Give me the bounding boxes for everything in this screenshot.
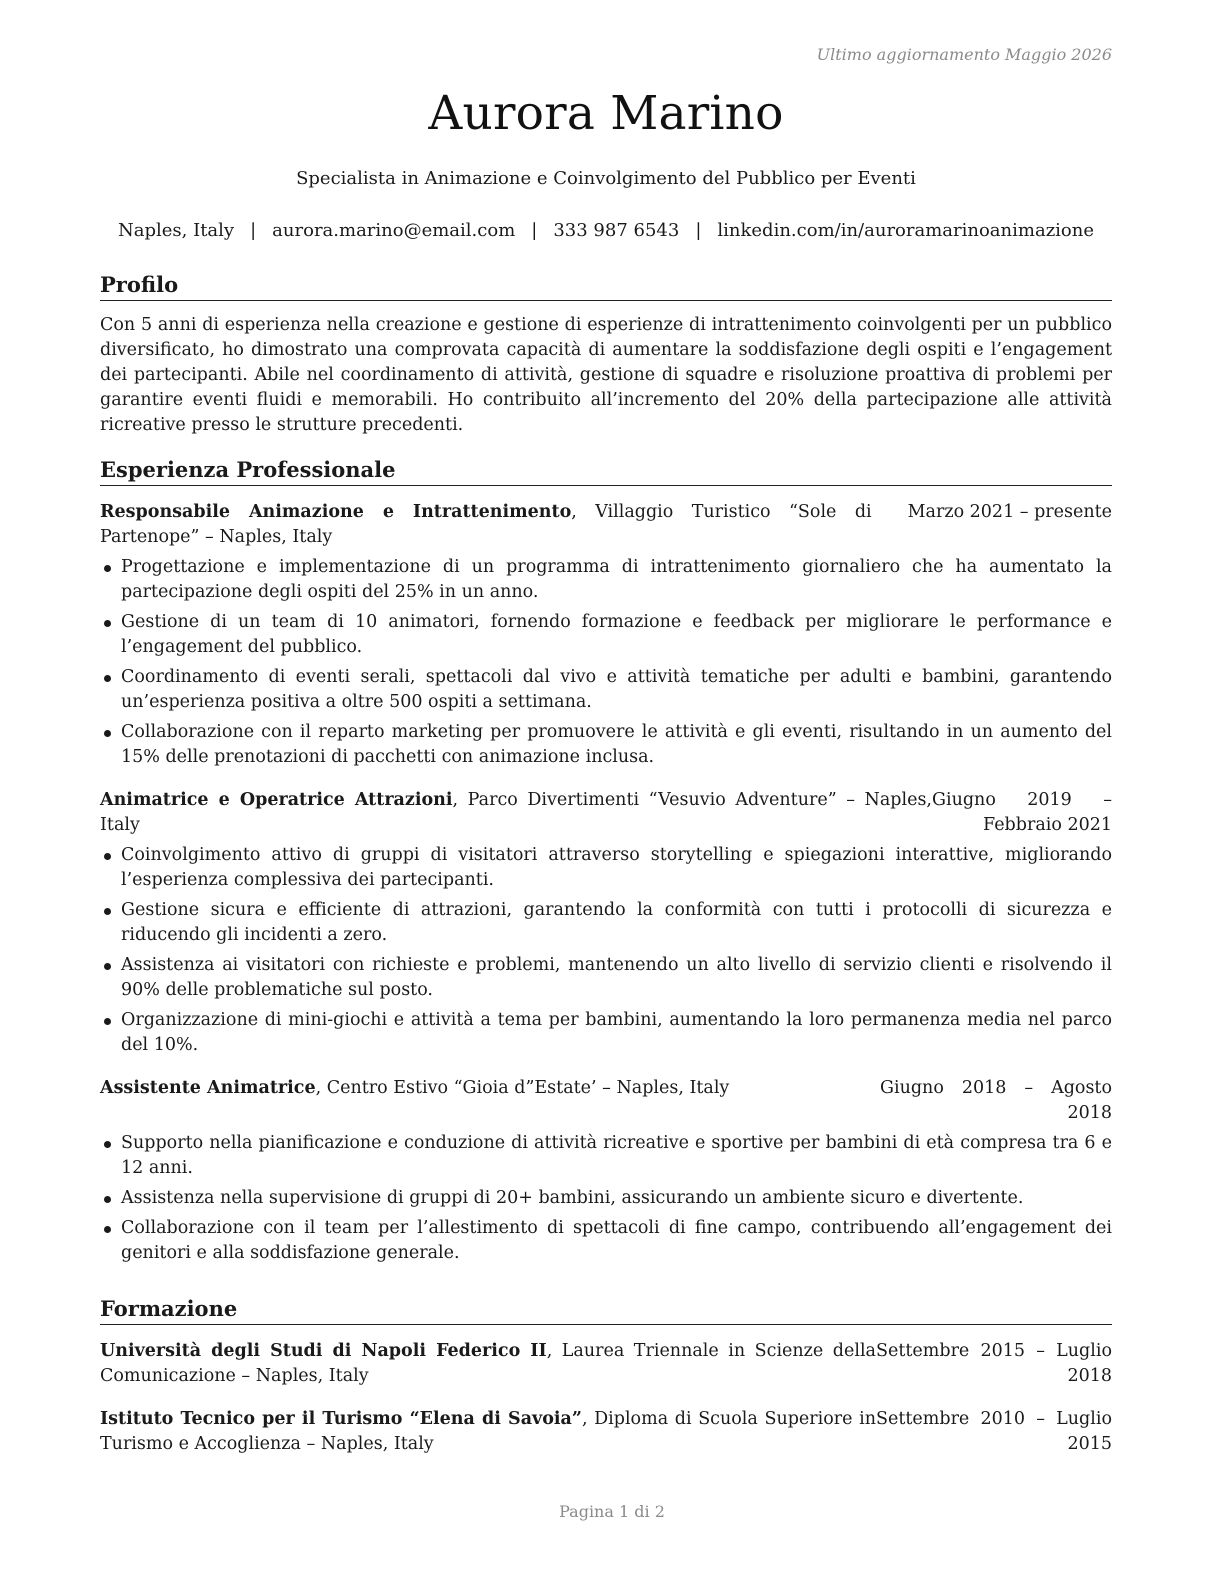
job-bullets xyxy=(100,1131,1112,1266)
page-number: Pagina 1 di 2 xyxy=(559,1502,665,1521)
job-details: , Parco Divertimenti “Vesuvio Adventure” – Naples, Italy xyxy=(100,790,932,835)
job-title-line xyxy=(100,1076,880,1126)
job-entry xyxy=(100,1076,1112,1266)
education-entry xyxy=(100,1407,1112,1457)
bullet-item: Gestione di un team di 10 animatori, fornendo formazione e feedback per migliorare le performance e l’engagement del pubblico. xyxy=(100,610,1112,660)
bullet-item: Collaborazione con il team per l’allestimento di spettacoli di fine campo, contribuendo all’engagement dei genitori e alla soddisfazione generale. xyxy=(100,1216,1112,1266)
section-title-experience: Esperienza Professionale xyxy=(100,457,1112,486)
bullet-item: Progettazione e implementazione di un programma di intrattenimento giornaliero che ha aumentato la partecipazione degli ospiti del 25% in un anno. xyxy=(100,555,1112,605)
education-school: Istituto Tecnico per il Turismo “Elena di Savoia” xyxy=(100,1409,582,1429)
job-title-line xyxy=(100,788,932,838)
education-dates: Settembre 2010 – Luglio 2015 xyxy=(876,1409,1112,1454)
job-role: Animatrice e Operatrice Attrazioni xyxy=(100,790,453,810)
contact-location: Naples, Italy xyxy=(117,220,235,241)
bullet-item: Organizzazione di mini-giochi e attività a tema per bambini, aumentando la loro permanenza media nel parco del 10%. xyxy=(100,1008,1112,1058)
education-title-line xyxy=(100,1407,876,1457)
contact-separator: | xyxy=(531,220,538,241)
education-title-line xyxy=(100,1339,876,1389)
contact-line xyxy=(100,220,1112,241)
education-details: , Laurea Triennale in Scienze della Comunicazione – Naples, Italy xyxy=(100,1341,876,1386)
job-bullets xyxy=(100,555,1112,770)
contact-email[interactable]: aurora.marino@email.com xyxy=(272,220,516,241)
job-role: Assistente Animatrice xyxy=(100,1078,316,1098)
profile-section xyxy=(100,272,1112,438)
section-title-education: Formazione xyxy=(100,1296,1112,1325)
education-details: , Diploma di Scuola Superiore in Turismo e Accoglienza – Naples, Italy xyxy=(100,1409,876,1454)
bullet-item: Collaborazione con il reparto marketing per promuovere le attività e gli eventi, risultando in un aumento del 15% delle prenotazioni di pacchetti con animazione inclusa. xyxy=(100,720,1112,770)
candidate-subtitle: Specialista in Animazione e Coinvolgimento del Pubblico per Eventi xyxy=(296,168,916,189)
experience-section xyxy=(100,457,1112,1271)
last-updated: Ultimo aggiornamento Maggio 2026 xyxy=(816,45,1112,64)
bullet-item: Coinvolgimento attivo di gruppi di visitatori attraverso storytelling e spiegazioni interattive, migliorando l’esperienza complessiva dei partecipanti. xyxy=(100,843,1112,893)
job-bullets xyxy=(100,843,1112,1058)
section-title-profile: Profilo xyxy=(100,272,1112,301)
job-details: , Villaggio Turistico “Sole di Partenope” – Naples, Italy xyxy=(100,502,872,547)
bullet-item: Gestione sicura e efficiente di attrazioni, garantendo la conformità con tutti i protocolli di sicurezza e riducendo gli incidenti a zero. xyxy=(100,898,1112,948)
job-dates: Marzo 2021 – presente xyxy=(907,502,1112,522)
job-dates: Giugno 2019 – Febbraio 2021 xyxy=(932,790,1112,835)
job-header xyxy=(100,788,1112,838)
job-entry xyxy=(100,788,1112,1058)
bullet-item: Assistenza nella supervisione di gruppi di 20+ bambini, assicurando un ambiente sicuro e divertente. xyxy=(100,1186,1112,1211)
profile-text: Con 5 anni di esperienza nella creazione e gestione di esperienze di intrattenimento coinvolgenti per un pubblico diversificato, ho dimostrato una comprovata capacità di aumentare la soddisfazione degli ospiti e l’engagement dei partecipanti. Abile nel coordinamento di attività, gestione di squadre e risoluzione proattiva di problemi per garantire eventi fluidi e memorabili. Ho contribuito all’incremento del 20% della partecipazione alle attività ricreative presso le strutture precedenti. xyxy=(100,315,1112,435)
contact-separator: | xyxy=(250,220,257,241)
bullet-item: Coordinamento di eventi serali, spettacoli dal vivo e attività tematiche per adulti e bambini, garantendo un’esperienza positiva a oltre 500 ospiti a settimana. xyxy=(100,665,1112,715)
contact-phone[interactable]: 333 987 6543 xyxy=(553,220,680,241)
education-header xyxy=(100,1407,1112,1457)
job-dates: Giugno 2018 – Agosto 2018 xyxy=(880,1078,1112,1123)
education-school: Università degli Studi di Napoli Federico II xyxy=(100,1341,547,1361)
job-header xyxy=(100,1076,1112,1126)
job-title-line xyxy=(100,500,872,550)
job-details: , Centro Estivo “Gioia d”Estate’ – Naples, Italy xyxy=(315,1078,730,1098)
education-dates: Settembre 2015 – Luglio 2018 xyxy=(876,1341,1112,1386)
education-section xyxy=(100,1296,1112,1457)
candidate-name: Aurora Marino xyxy=(428,86,784,141)
bullet-item: Supporto nella pianificazione e conduzione di attività ricreative e sportive per bambini di età compresa tra 6 e 12 anni. xyxy=(100,1131,1112,1181)
job-role: Responsabile Animazione e Intrattenimento xyxy=(100,502,572,522)
contact-linkedin[interactable]: linkedin.com/in/auroramarinoanimazione xyxy=(717,220,1095,241)
education-entry xyxy=(100,1339,1112,1389)
job-header xyxy=(100,500,1112,550)
bullet-item: Assistenza ai visitatori con richieste e problemi, mantenendo un alto livello di servizio clienti e risolvendo il 90% delle problematiche sul posto. xyxy=(100,953,1112,1003)
job-entry xyxy=(100,500,1112,770)
contact-separator: | xyxy=(695,220,702,241)
education-header xyxy=(100,1339,1112,1389)
